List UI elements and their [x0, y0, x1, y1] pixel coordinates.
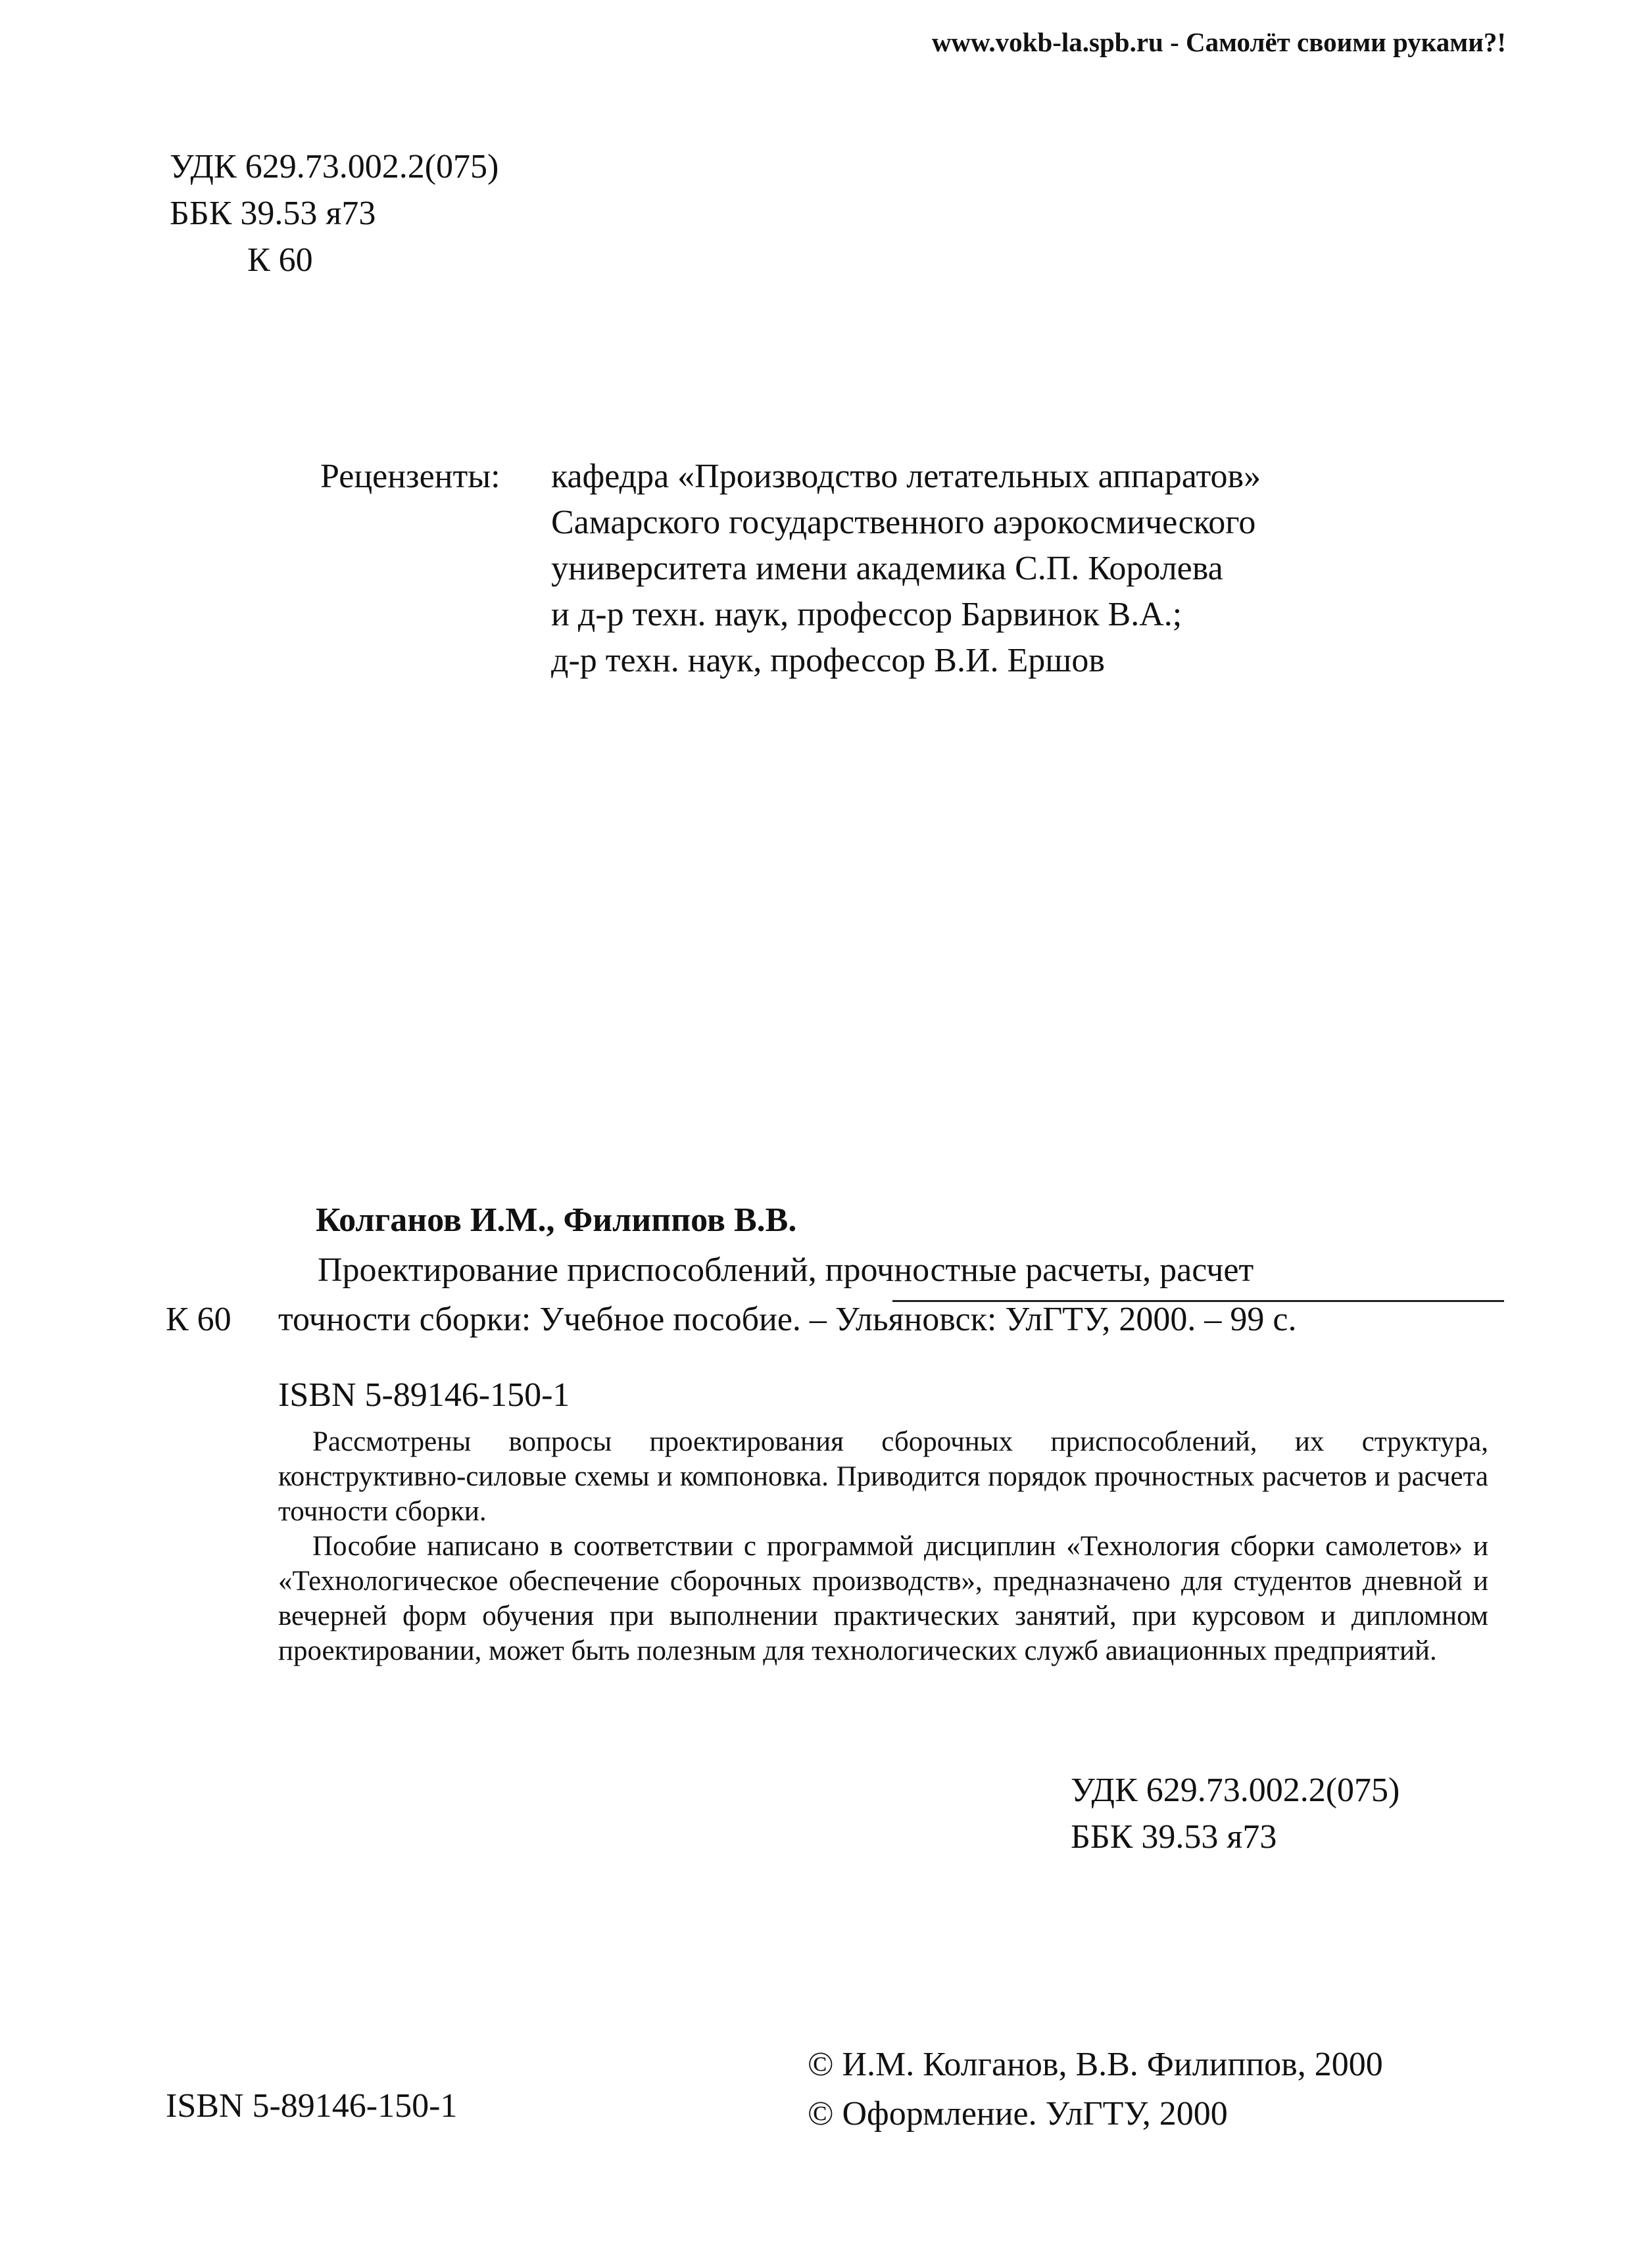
bbk-code-bottom: ББК 39.53 я73 [1071, 1818, 1277, 1856]
book-title-line-1: Проектирование приспособлений, прочностные расчеты, расчет [318, 1251, 1254, 1289]
copyright-authors: © И.М. Колганов, В.В. Филиппов, 2000 [808, 2046, 1383, 2083]
author-mark-margin: К 60 [166, 1301, 231, 1338]
reviewer-line: университета имени академика С.П. Королева [551, 550, 1223, 587]
isbn-entry: ISBN 5-89146-150-1 [278, 1376, 570, 1414]
book-authors: Колганов И.М., Филиппов В.В. [316, 1201, 797, 1239]
reviewer-line: Самарского государственного аэрокосмического [551, 504, 1256, 541]
reviewers-label: Рецензенты: [320, 458, 500, 495]
abstract-paragraph-2: Пособие написано в соответствии с программой дисциплин «Технология сборки самолетов» и «Технологическое обеспечение сборочных производств», предназначено для студентов дневной и вечерней форм обучения при выполнении практических занятий, при курсовом и дипломном проектировании, может быть полезным для технологических служб авиационных предприятий. [278, 1531, 1488, 1666]
reviewer-line: кафедра «Производство летательных аппаратов» [551, 458, 1261, 495]
copyright-design: © Оформление. УлГТУ, 2000 [808, 2095, 1228, 2133]
reviewers-list [551, 454, 1261, 684]
copyright-block [808, 2040, 1383, 2138]
book-title-line-2: точности сборки: Учебное пособие. – Ульяновск: УлГТУ, 2000. – 99 с. [278, 1301, 1297, 1338]
udk-code: УДК 629.73.002.2(075) [170, 148, 499, 185]
page-header: www.vokb-la.spb.ru - Самолёт своими руками?! [931, 27, 1506, 57]
udk-code-bottom: УДК 629.73.002.2(075) [1071, 1772, 1400, 1809]
bbk-code: ББК 39.53 я73 [170, 195, 376, 232]
classification-bottom [1071, 1767, 1400, 1860]
reviewer-line: и д-р техн. наук, профессор Барвинок В.А.; [551, 596, 1182, 633]
classification-top [170, 143, 499, 283]
reviewer-line: д-р техн. наук, профессор В.И. Ершов [551, 642, 1105, 679]
author-mark: К 60 [247, 241, 313, 279]
abstract-paragraph-1: Рассмотрены вопросы проектирования сборочных приспособлений, их структура, конструктивно-силовые схемы и компоновка. Приводится порядок прочностных расчетов и расчета точности сборки. [278, 1426, 1488, 1527]
abstract [278, 1424, 1488, 1668]
isbn-footer: ISBN 5-89146-150-1 [166, 2087, 458, 2125]
